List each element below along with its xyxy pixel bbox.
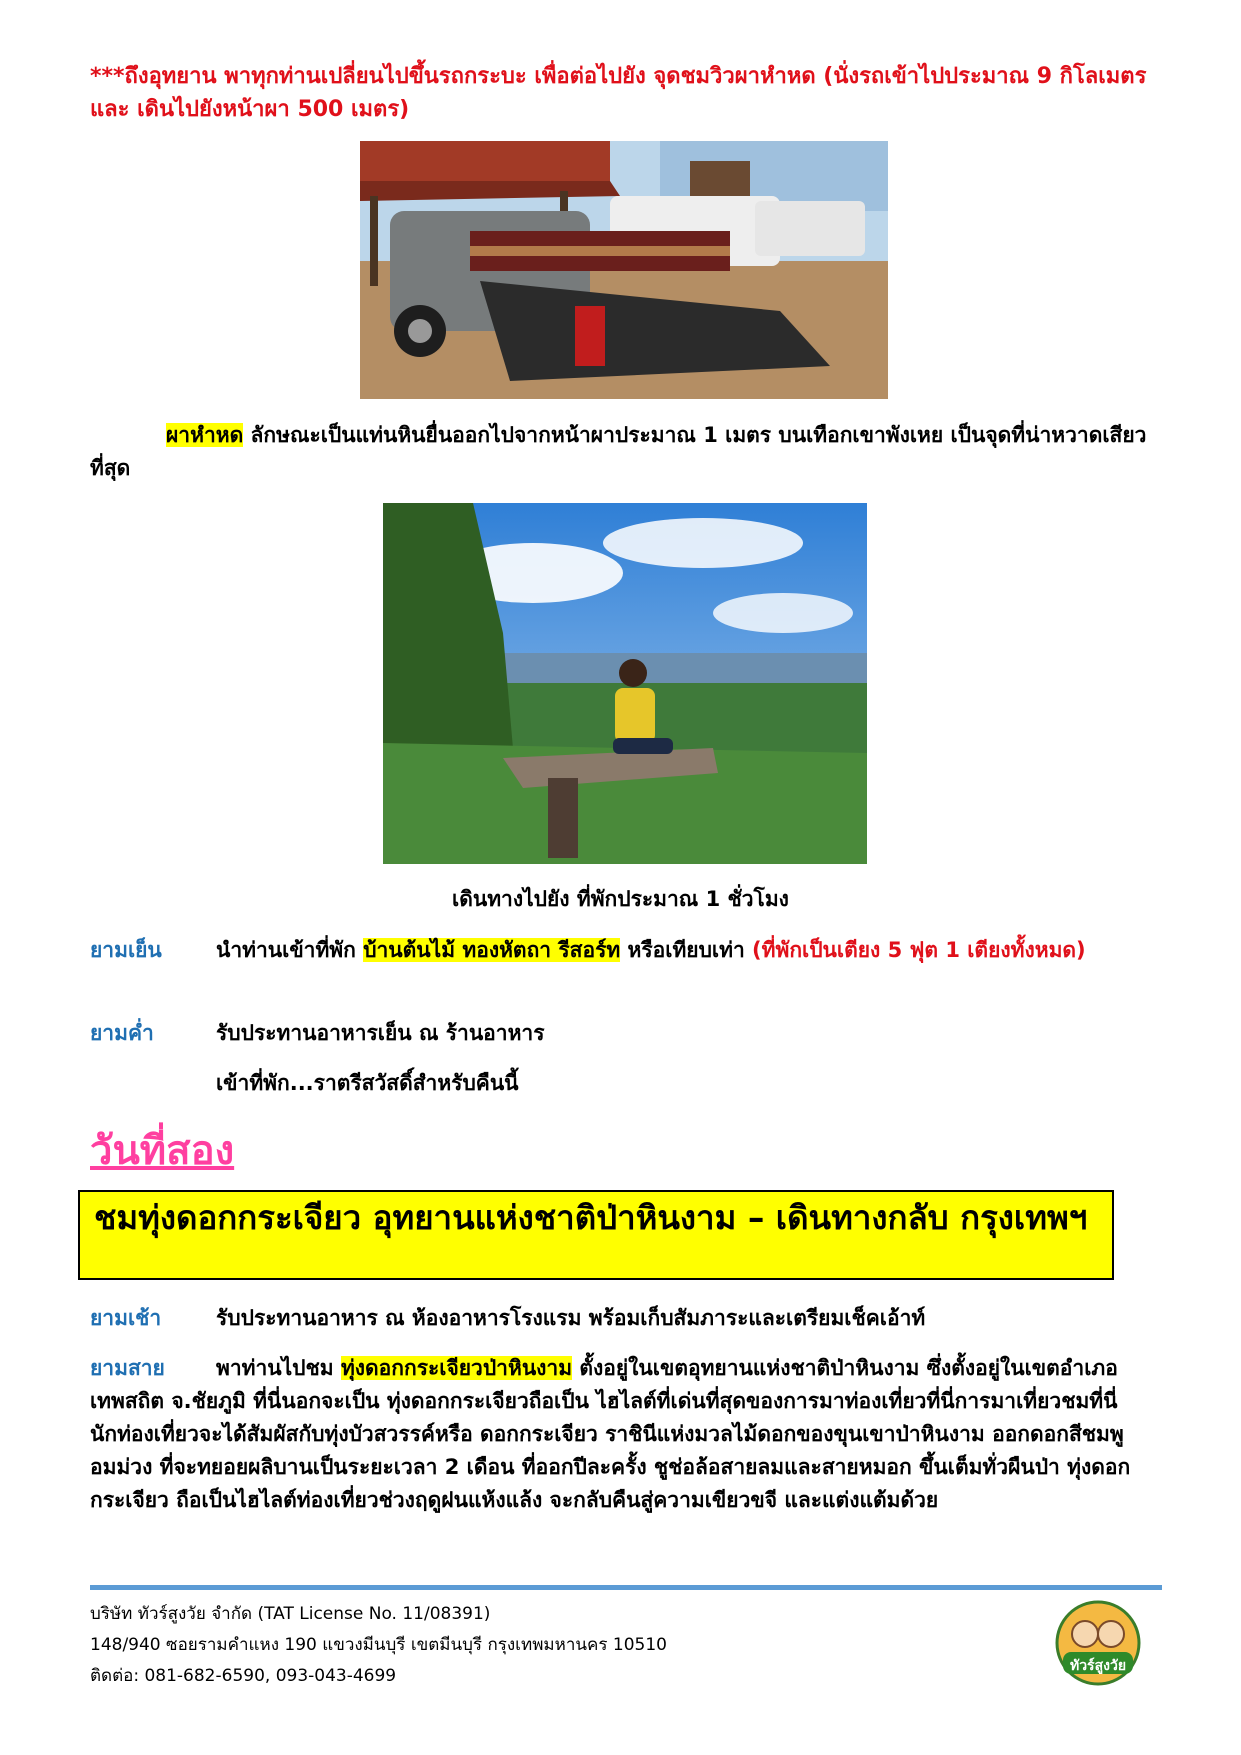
hotel-name-highlight: บ้านต้นไม้ ทองหัตถา รีสอร์ท [363, 938, 621, 962]
morning-text: รับประทานอาหาร ณ ห้องอาหารโรงแรม พร้อมเก็บสัมภาระและเตรียมเช็คเอ้าท์ [216, 1306, 926, 1330]
logo-text: ทัวร์สูงวัย [1069, 1658, 1127, 1674]
late-morning-text-2: ตั้งอยู่ในเขตอุทยานแห่งชาติป่าหินงาม ซึ่งตั้งอยู่ในเขตอำเภอ เทพสถิต จ.ชัยภูมิ ที่นี่นอกจะเป็น ทุ่งดอกกระเจียวถือเป็น ไฮไลต์ที่เด่นที่สุดของการมาท่องเที่ยวที่นี่การมาเที่ยวชมที่นี่ นักท่องเที่ยวจะได้สัมผัสกับทุ่งบัวสวรรค์หรือ ดอกกระเจียว ราชินีแห่งมวลไม้ดอกของขุนเขาป่าหินงาม ออกดอกสีชมพูอมม่วง ที่จะทยอยผลิบานเป็นระยะเวลา 2 เดือน ที่ออกปีละครั้ง ชูช่อล้อสายลมและสายหมอก ขึ้นเต็มทั่วผืนป่า ทุ่งดอกกระเจียว ถือเป็นไฮไลต์ท่องเที่ยวช่วงฤดูฝนแห้งแล้ง จะกลับคืนสู่ความเขียวขจี และแต่งแต้มด้วย [90, 1356, 1131, 1512]
evening-text-2: หรือเทียบเท่า [620, 938, 753, 962]
company-logo-icon [1055, 1600, 1141, 1686]
night-line-2: เข้าที่พัก...ราตรีสวัสดิ์สำหรับคืนนี้ [216, 1071, 519, 1095]
evening-label: ยามเย็น [90, 938, 162, 962]
footer-contact: ติดต่อ: 081-682-6590, 093-043-4699 [90, 1666, 397, 1686]
travel-time-text: เดินทางไปยัง ที่พักประมาณ 1 ชั่วโมง [452, 887, 789, 911]
late-morning-text-1: พาท่านไปชม [216, 1356, 341, 1380]
pha-ham-hod-paragraph [90, 419, 1150, 485]
footer-address: 148/940 ซอยรามคำแหง 190 แขวงมีนบุรี เขตมีนบุรี กรุงเทพมหานคร 10510 [90, 1635, 667, 1655]
bed-note: (ที่พักเป็นเตียง 5 ฟุต 1 เตียงทั้งหมด) [752, 938, 1086, 962]
evening-row [90, 934, 1150, 967]
night-label: ยามค่ำ [90, 1021, 154, 1045]
pickup-truck-photo [360, 141, 888, 399]
cliff-viewpoint-photo [383, 503, 867, 864]
night-line-1: รับประทานอาหารเย็น ณ ร้านอาหาร [216, 1021, 545, 1045]
flower-field-highlight: ทุ่งดอกกระเจียวป่าหินงาม [340, 1356, 573, 1380]
evening-text-1: นำท่านเข้าที่พัก [216, 938, 364, 962]
footer-company: บริษัท ทัวร์สูงวัย จำกัด (TAT License No. 11/08391) [90, 1604, 491, 1624]
late-morning-paragraph [90, 1352, 1150, 1517]
morning-row [90, 1302, 1160, 1335]
day-two-banner: ชมทุ่งดอกกระเจียว อุทยานแห่งชาติป่าหินงาม – เดินทางกลับ กรุงเทพฯ [78, 1190, 1114, 1280]
footer-divider [90, 1585, 1162, 1590]
night-row [90, 1017, 1150, 1050]
pha-ham-hod-highlight: ผาหำหด [166, 423, 244, 447]
morning-label: ยามเช้า [90, 1306, 162, 1330]
late-morning-label: ยามสาย [90, 1356, 165, 1380]
day-two-title: วันที่สอง [90, 1128, 235, 1174]
pha-ham-hod-description: ลักษณะเป็นแท่นหินยื่นออกไปจากหน้าผาประมาณ 1 เมตร บนเทือกเขาพังเหย เป็นจุดที่น่าหวาดเสียวที่สุด [90, 423, 1147, 480]
intro-text: ***ถึงอุทยาน พาทุกท่านเปลี่ยนไปขึ้นรถกระบะ เพื่อต่อไปยัง จุดชมวิวผาหำหด (นั่งรถเข้าไปประมาณ 9 กิโลเมตร และ เดินไปยังหน้าผา 500 เมตร) [90, 64, 1147, 122]
